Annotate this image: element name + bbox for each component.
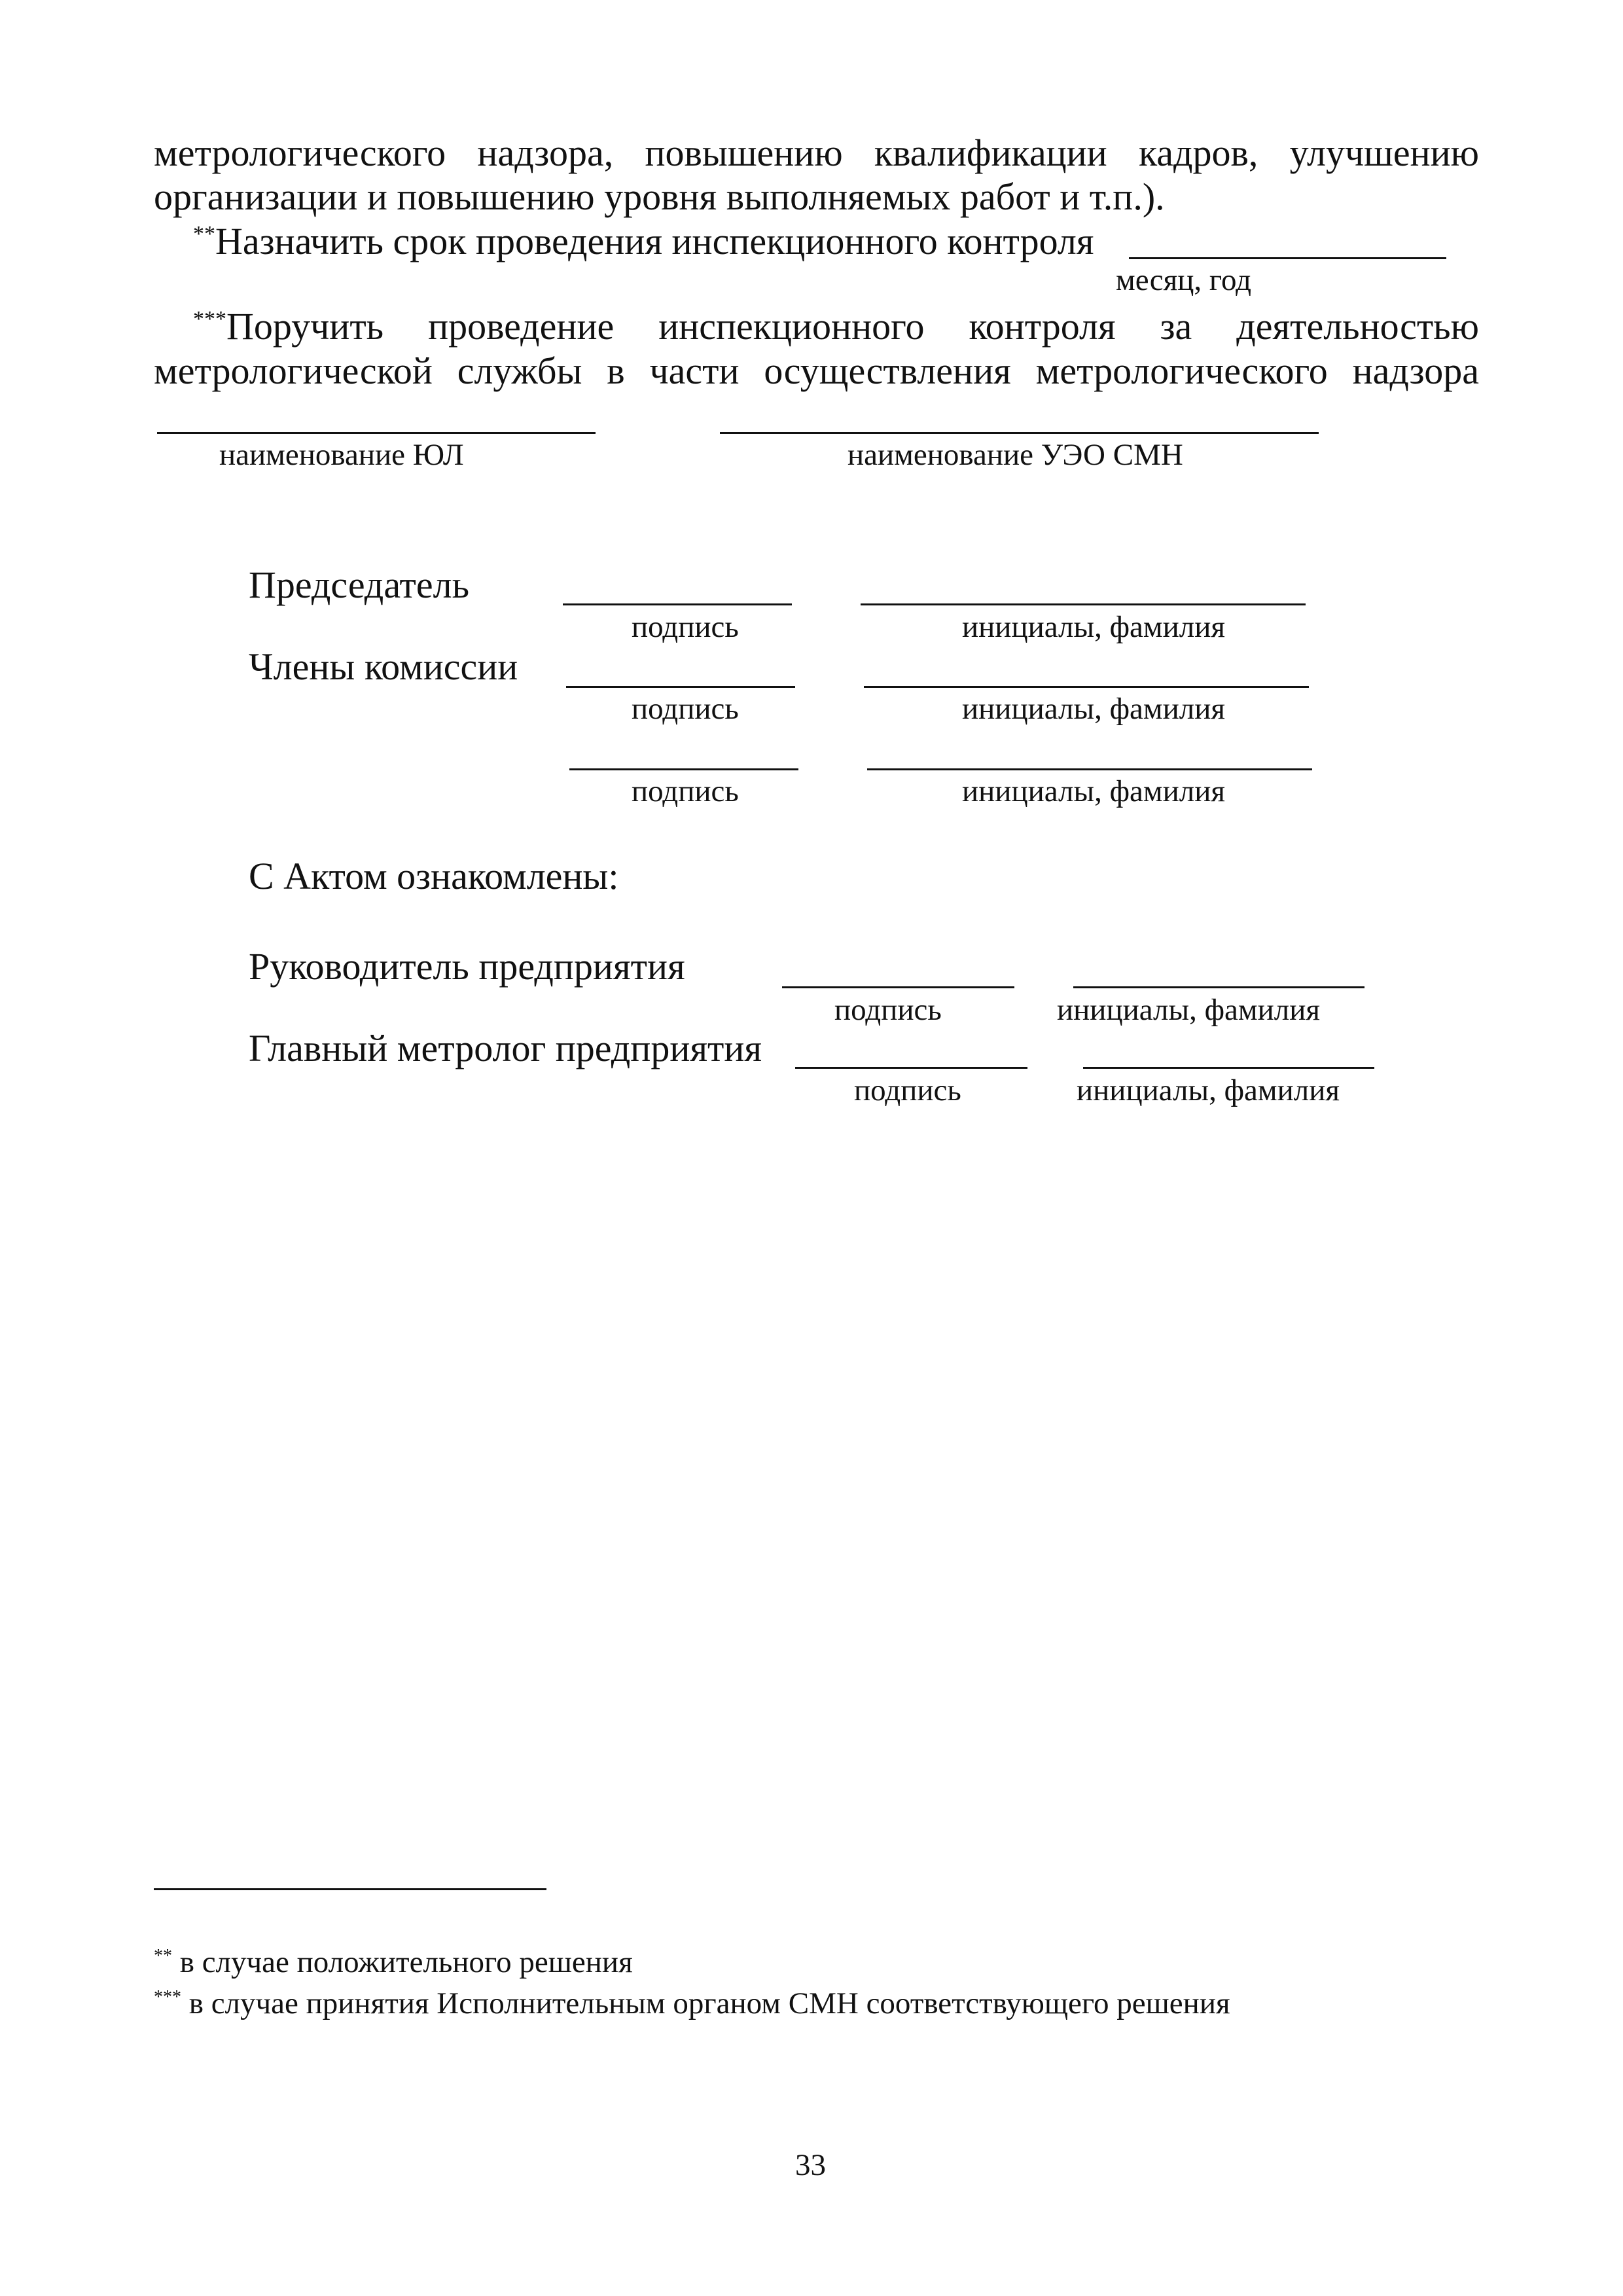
- director-name-line[interactable]: [1073, 986, 1364, 988]
- metrologist-signature-line[interactable]: [795, 1067, 1027, 1069]
- word: инспекционного: [658, 305, 925, 348]
- chairman-name-line[interactable]: [861, 603, 1306, 605]
- signature-caption: подпись: [632, 774, 739, 808]
- name-caption: инициалы, фамилия: [1077, 1073, 1340, 1107]
- word: метрологического: [154, 132, 446, 174]
- paragraph2-text: [193, 220, 1094, 262]
- chairman-label: Председатель: [249, 564, 470, 606]
- legal-entity-caption: наименование ЮЛ: [219, 438, 464, 472]
- member1-signature-line[interactable]: [566, 686, 795, 688]
- word: контроля: [969, 305, 1116, 348]
- word: службы: [457, 350, 582, 392]
- legal-entity-field-line[interactable]: [157, 432, 596, 434]
- word: части: [649, 350, 740, 392]
- footnote-1: [154, 1947, 633, 1978]
- paragraph3-line1: [193, 305, 1479, 348]
- word: улучшению: [1289, 132, 1479, 174]
- metrologist-name-line[interactable]: [1083, 1067, 1374, 1069]
- footnote-text: в случае положительного решения: [179, 1945, 633, 1979]
- member2-signature-line[interactable]: [569, 768, 798, 770]
- director-signature-line[interactable]: [782, 986, 1014, 988]
- signature-caption: подпись: [632, 692, 739, 726]
- word: надзора: [1352, 350, 1479, 392]
- paragraph1-line2: организации и повышению уровня выполняемых работ и т.п.).: [154, 175, 1165, 218]
- word: Поручить: [226, 305, 384, 348]
- footnote-marker: **: [154, 1946, 172, 1966]
- footnote-text: в случае принятия Исполнительным органом СМН соответствующего решения: [188, 1986, 1230, 2020]
- signature-caption: подпись: [854, 1073, 961, 1107]
- word: осуществления: [764, 350, 1011, 392]
- date-field-caption: месяц, год: [1116, 263, 1252, 297]
- footnote-marker: **: [193, 222, 215, 246]
- signature-caption: подпись: [834, 993, 942, 1027]
- paragraph1-line1: [154, 134, 1479, 172]
- member1-name-line[interactable]: [864, 686, 1309, 688]
- name-caption: инициалы, фамилия: [962, 610, 1226, 644]
- word: метрологического: [1035, 350, 1328, 392]
- page-number: 33: [795, 2148, 826, 2182]
- chairman-signature-line[interactable]: [563, 603, 792, 605]
- word: проведение: [428, 305, 615, 348]
- acquainted-heading: С Актом ознакомлены:: [249, 855, 619, 897]
- footnote-separator: [154, 1888, 546, 1890]
- metrologist-label: Главный метролог предприятия: [249, 1027, 762, 1069]
- signature-caption: подпись: [632, 610, 739, 644]
- director-label: Руководитель предприятия: [249, 945, 685, 988]
- footnote-marker: ***: [193, 307, 226, 331]
- ueo-smn-field-line[interactable]: [720, 432, 1319, 434]
- word: за: [1160, 305, 1192, 348]
- name-caption: инициалы, фамилия: [1057, 993, 1321, 1027]
- word: повышению: [645, 132, 843, 174]
- paragraph3-line2: [154, 352, 1479, 390]
- date-field-line[interactable]: [1129, 257, 1446, 259]
- footnote-2: [154, 1988, 1230, 2019]
- name-caption: инициалы, фамилия: [962, 692, 1226, 726]
- paragraph2-body: Назначить срок проведения инспекционного контроля: [215, 220, 1094, 262]
- word: квалификации: [874, 132, 1107, 174]
- members-label: Члены комиссии: [249, 645, 518, 688]
- name-caption: инициалы, фамилия: [962, 774, 1226, 808]
- word: метрологической: [154, 350, 433, 392]
- word-with-marker: [193, 305, 384, 348]
- footnote-marker: ***: [154, 1987, 181, 2007]
- word: кадров,: [1138, 132, 1258, 174]
- word: деятельностью: [1236, 305, 1479, 348]
- word: надзора,: [477, 132, 614, 174]
- word: в: [607, 350, 625, 392]
- ueo-smn-caption: наименование УЭО СМН: [847, 438, 1183, 472]
- member2-name-line[interactable]: [867, 768, 1312, 770]
